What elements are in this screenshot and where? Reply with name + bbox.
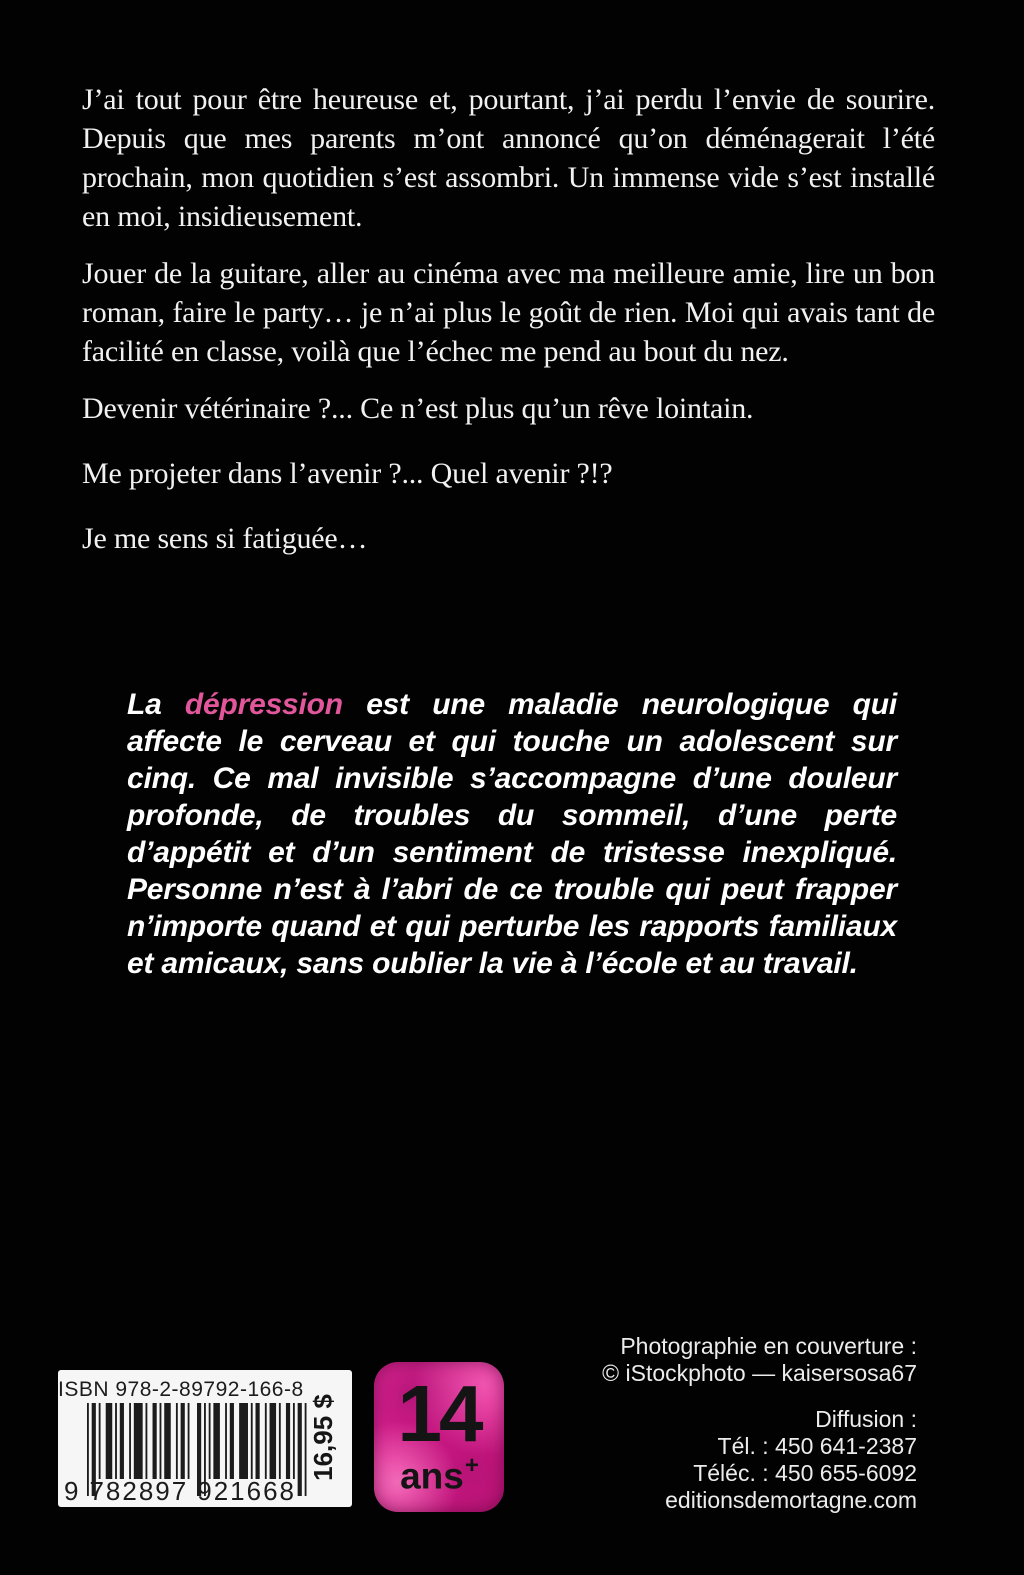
price-rotated	[300, 1390, 346, 1484]
barcode-digit-group-3: 921668	[197, 1476, 296, 1506]
diffusion-fax: Téléc. : 450 655-6092	[693, 1460, 917, 1486]
intro-paragraphs	[82, 80, 935, 558]
barcode-digit-group-2: 782897	[89, 1476, 189, 1506]
age-badge-14plus	[374, 1362, 504, 1512]
photo-credit	[602, 1333, 917, 1387]
isbn-barcode	[58, 1370, 352, 1507]
age-badge-unit: ans+	[400, 1452, 479, 1497]
blurb-highlight-depression: dépression	[184, 688, 343, 721]
paragraph-2: Jouer de la guitare, aller au cinéma avec ma meilleure amie, lire un bon roman, faire le party… je n’ai plus le goût de rien. Moi qui avais tant de facilité en classe, voilà que l’échec me pend au bout du nez.	[82, 257, 935, 368]
diffusion-title: Diffusion :	[815, 1406, 917, 1432]
isbn-label: ISBN 978-2-89792-166-8	[58, 1378, 304, 1401]
diffusion-phone: Tél. : 450 641-2387	[717, 1433, 917, 1459]
diffusion-website: editionsdemortagne.com	[665, 1487, 917, 1513]
barcode-digits	[64, 1476, 296, 1507]
diffusion-contact	[665, 1406, 917, 1514]
photo-credit-line1: Photographie en couverture :	[620, 1333, 917, 1359]
paragraph-5: Je me sens si fatiguée…	[82, 522, 368, 555]
photo-credit-line2: © iStockphoto — kaisersosa67	[602, 1360, 917, 1386]
price-label: 16,95 $	[307, 1393, 338, 1481]
paragraph-3: Devenir vétérinaire ?... Ce n’est plus qu’un rêve lointain.	[82, 392, 754, 425]
blurb-rest: est une maladie neurologique qui affecte le cerveau et qui touche un adolescent sur cinq. Ce mal invisible s’accompagne d’une douleur profonde, de troubles du sommeil, d’une perte d’appétit et d’un sentiment de tristesse inexpliqué. Personne n’est à l’abri de ce trouble qui peut frapper n’importe quand et qui perturbe les rapports familiaux et amicaux, sans oublier la vie à l’école et au travail.	[127, 688, 897, 980]
paragraph-1: J’ai tout pour être heureuse et, pourtant, j’ai perdu l’envie de sourire. Depuis que mes parents m’ont annoncé qu’on déménagerait l’été prochain, mon quotidien s’est assombri. Un immense vide s’est installé en moi, insidieusement.	[82, 83, 935, 233]
depression-blurb	[127, 686, 897, 982]
blurb-text	[127, 686, 897, 982]
barcode-digit-group-1: 9	[64, 1476, 81, 1506]
blurb-lead: La	[127, 688, 162, 721]
paragraph-4: Me projeter dans l’avenir ?... Quel avenir ?!?	[82, 457, 613, 490]
age-badge-number: 14	[397, 1369, 481, 1458]
